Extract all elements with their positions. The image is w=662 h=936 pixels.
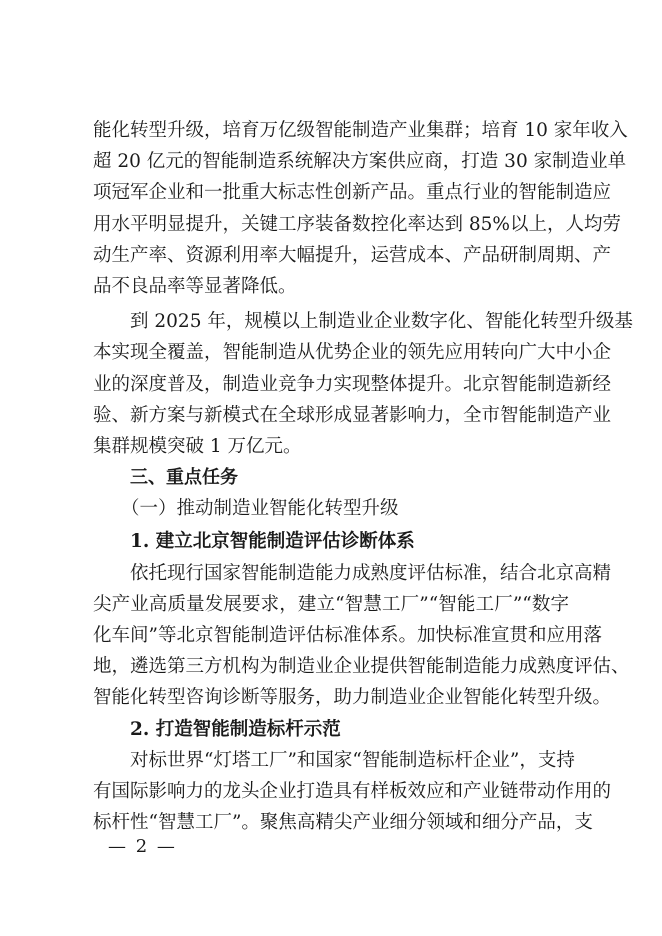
text-line: 地，遴选第三方机构为制造业企业提供智能制造能力成熟度评估、 — [93, 656, 630, 678]
item-heading: 1. 建立北京智能制造评估诊断体系 — [130, 531, 415, 553]
text-line: 化车间”等北京智能制造评估标准体系。加快标准宣贯和应用落 — [93, 625, 602, 646]
text-line: 依托现行国家智能制造能力成熟度评估标准，结合北京高精 — [130, 562, 612, 584]
text-line: 动生产率、资源利用率大幅提升，运营成本、产品研制周期、产 — [93, 244, 612, 266]
text-line: 用水平明显提升，关键工序装备数控化率达到 85%以上，人均劳 — [93, 213, 622, 235]
document-body — [93, 115, 633, 838]
text-line: 尖产业高质量发展要求，建立“智慧工厂”“智能工厂”“数字 — [93, 593, 569, 615]
text-line: 有国际影响力的龙头企业打造具有样板效应和产业链带动作用的 — [93, 780, 612, 802]
paragraph-goals — [93, 115, 628, 302]
paragraph-evaluation — [93, 558, 630, 714]
text-line: 到 2025 年，规模以上制造业企业数字化、智能化转型升级基 — [130, 311, 633, 333]
text-line: 本实现全覆盖，智能制造从优势企业的领先应用转向广大中小企 — [93, 342, 612, 364]
page-number: — 2 — — [108, 836, 177, 857]
text-line: 项冠军企业和一批重大标志性创新产品。重点行业的智能制造应 — [93, 182, 612, 204]
text-line: 智能化转型咨询诊断等服务，助力制造业企业智能化转型升级。 — [93, 687, 612, 709]
subsection-heading: （一）推动制造业智能化转型升级 — [121, 498, 399, 520]
item-heading: 2. 打造智能制造标杆示范 — [130, 718, 341, 740]
paragraph-benchmark — [93, 745, 612, 839]
section-heading: 三、重点任务 — [130, 467, 238, 489]
text-line: 对标世界“灯塔工厂”和国家“智能制造标杆企业”，支持 — [130, 749, 575, 771]
text-line: 业的深度普及，制造业竞争力实现整体提升。北京智能制造新经 — [93, 373, 612, 395]
text-line: 能化转型升级，培育万亿级智能制造产业集群；培育 10 家年收入 — [93, 120, 628, 141]
text-line: 验、新方案与新模式在全球形成显著影响力，全市智能制造产业 — [93, 404, 612, 426]
text-line: 品不良品率等显著降低。 — [93, 275, 297, 297]
text-line: 标杆性“智慧工厂”。聚焦高精尖产业细分领域和细分产品，支 — [93, 812, 593, 834]
text-line: 集群规模突破 1 万亿元。 — [93, 435, 302, 457]
text-line: 超 20 亿元的智能制造系统解决方案供应商，打造 30 家制造业单 — [93, 151, 627, 173]
paragraph-2025 — [93, 306, 633, 462]
